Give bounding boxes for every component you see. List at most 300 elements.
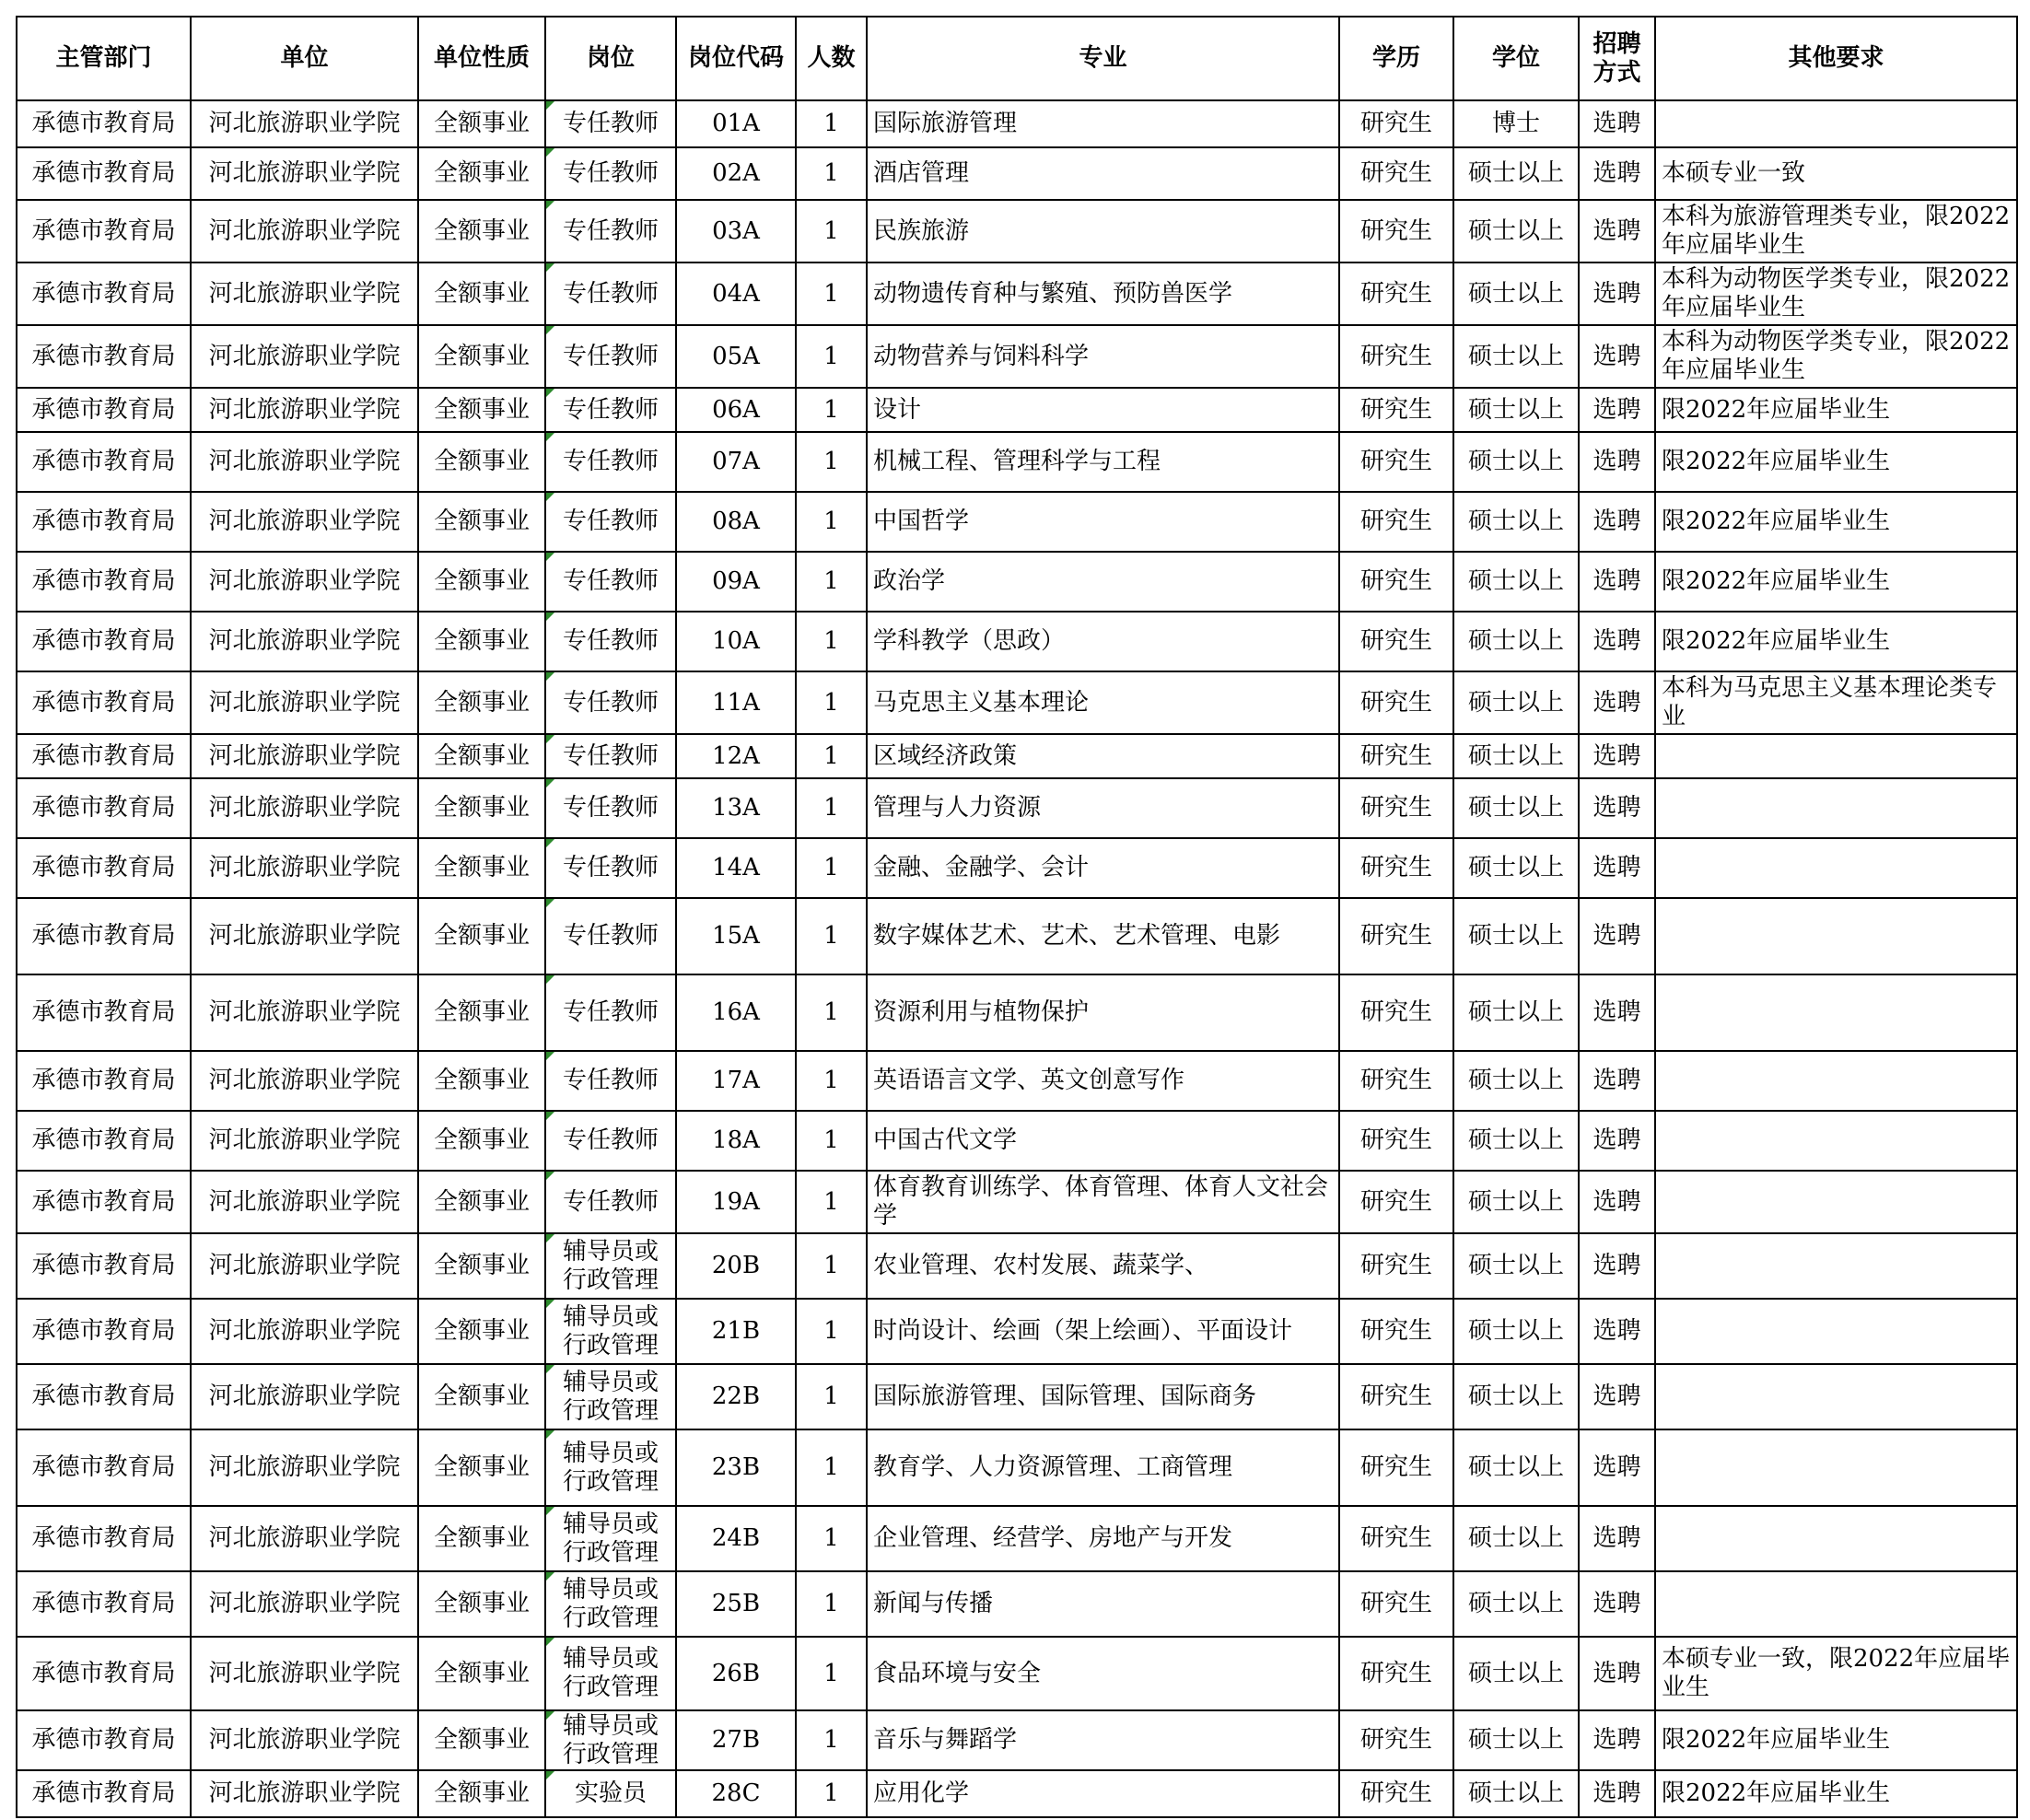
table-cell: 选聘 [1579, 898, 1655, 974]
table-cell: 承德市教育局 [17, 200, 191, 262]
table-cell: 专任教师 [545, 100, 676, 147]
table-cell: 承德市教育局 [17, 492, 191, 552]
table-cell: 承德市教育局 [17, 1710, 191, 1770]
header-cell: 学位 [1453, 17, 1579, 100]
table-cell: 专任教师 [545, 200, 676, 262]
table-cell: 研究生 [1339, 1111, 1453, 1171]
table-cell: 本硕专业一致 [1655, 147, 2017, 200]
table-cell: 选聘 [1579, 1299, 1655, 1364]
table-cell: 1 [796, 147, 867, 200]
table-cell: 博士 [1453, 100, 1579, 147]
table-cell [1655, 838, 2017, 898]
table-cell [1655, 1364, 2017, 1429]
table-cell: 辅导员或行政管理 [545, 1571, 676, 1637]
table-cell: 研究生 [1339, 552, 1453, 612]
table-row [17, 1710, 2017, 1770]
table-cell: 研究生 [1339, 1171, 1453, 1233]
table-cell: 辅导员或行政管理 [545, 1364, 676, 1429]
table-cell: 研究生 [1339, 1051, 1453, 1111]
table-cell: 专任教师 [545, 388, 676, 432]
table-cell [1655, 1233, 2017, 1299]
table-cell: 选聘 [1579, 1429, 1655, 1506]
table-cell: 全额事业 [418, 1233, 545, 1299]
table-cell: 专任教师 [545, 432, 676, 492]
table-cell [1655, 1051, 2017, 1111]
table-cell: 承德市教育局 [17, 734, 191, 778]
table-cell: 硕士以上 [1453, 1233, 1579, 1299]
table-cell: 辅导员或行政管理 [545, 1233, 676, 1299]
table-cell: 硕士以上 [1453, 838, 1579, 898]
table-cell: 选聘 [1579, 1770, 1655, 1817]
table-cell: 研究生 [1339, 1429, 1453, 1506]
table-cell: 承德市教育局 [17, 1171, 191, 1233]
table-cell: 河北旅游职业学院 [191, 1233, 418, 1299]
table-cell: 25B [676, 1571, 796, 1637]
table-cell: 1 [796, 100, 867, 147]
table-cell: 河北旅游职业学院 [191, 388, 418, 432]
table-cell: 河北旅游职业学院 [191, 1770, 418, 1817]
table-cell: 硕士以上 [1453, 974, 1579, 1051]
table-cell: 研究生 [1339, 432, 1453, 492]
table-cell [1655, 1299, 2017, 1364]
table-cell: 1 [796, 388, 867, 432]
table-cell: 河北旅游职业学院 [191, 432, 418, 492]
table-cell: 选聘 [1579, 388, 1655, 432]
table-row [17, 147, 2017, 200]
table-cell: 全额事业 [418, 388, 545, 432]
table-cell: 承德市教育局 [17, 262, 191, 325]
header-cell: 单位 [191, 17, 418, 100]
table-cell: 专任教师 [545, 1051, 676, 1111]
header-cell: 岗位 [545, 17, 676, 100]
table-row [17, 1571, 2017, 1637]
table-cell: 专任教师 [545, 1171, 676, 1233]
table-cell: 硕士以上 [1453, 1299, 1579, 1364]
table-row [17, 1171, 2017, 1233]
table-cell: 本硕专业一致，限2022年应届毕业生 [1655, 1637, 2017, 1710]
table-cell: 1 [796, 552, 867, 612]
table-cell: 研究生 [1339, 100, 1453, 147]
table-cell: 承德市教育局 [17, 974, 191, 1051]
header-cell: 其他要求 [1655, 17, 2017, 100]
table-cell: 全额事业 [418, 778, 545, 838]
table-cell: 农业管理、农村发展、蔬菜学、 [867, 1233, 1339, 1299]
table-cell: 选聘 [1579, 1506, 1655, 1571]
table-cell: 硕士以上 [1453, 492, 1579, 552]
table-cell: 硕士以上 [1453, 1637, 1579, 1710]
table-cell: 全额事业 [418, 1637, 545, 1710]
header-cell: 主管部门 [17, 17, 191, 100]
table-cell: 河北旅游职业学院 [191, 262, 418, 325]
table-cell: 河北旅游职业学院 [191, 552, 418, 612]
table-cell: 专任教师 [545, 262, 676, 325]
table-cell: 马克思主义基本理论 [867, 671, 1339, 734]
table-cell: 全额事业 [418, 612, 545, 671]
table-cell: 选聘 [1579, 778, 1655, 838]
table-cell: 全额事业 [418, 552, 545, 612]
table-cell: 河北旅游职业学院 [191, 612, 418, 671]
table-cell: 1 [796, 1111, 867, 1171]
table-cell: 承德市教育局 [17, 898, 191, 974]
table-cell: 28C [676, 1770, 796, 1817]
table-cell: 动物遗传育种与繁殖、预防兽医学 [867, 262, 1339, 325]
table-cell: 食品环境与安全 [867, 1637, 1339, 1710]
table-cell: 硕士以上 [1453, 734, 1579, 778]
table-cell: 新闻与传播 [867, 1571, 1339, 1637]
table-cell: 选聘 [1579, 1233, 1655, 1299]
table-cell: 河北旅游职业学院 [191, 325, 418, 388]
table-row [17, 1051, 2017, 1111]
table-cell: 河北旅游职业学院 [191, 1506, 418, 1571]
table-cell [1655, 1171, 2017, 1233]
table-cell: 河北旅游职业学院 [191, 1429, 418, 1506]
table-cell: 选聘 [1579, 1571, 1655, 1637]
table-cell: 研究生 [1339, 974, 1453, 1051]
table-cell: 硕士以上 [1453, 778, 1579, 838]
table-cell: 专任教师 [545, 552, 676, 612]
table-cell: 选聘 [1579, 1051, 1655, 1111]
table-cell: 酒店管理 [867, 147, 1339, 200]
table-cell: 全额事业 [418, 100, 545, 147]
table-cell: 1 [796, 1710, 867, 1770]
table-cell: 承德市教育局 [17, 1364, 191, 1429]
table-cell: 研究生 [1339, 838, 1453, 898]
table-cell: 1 [796, 200, 867, 262]
table-cell: 1 [796, 1429, 867, 1506]
table-cell: 1 [796, 262, 867, 325]
table-body [17, 100, 2017, 1817]
table-cell: 全额事业 [418, 200, 545, 262]
table-cell: 02A [676, 147, 796, 200]
table-cell: 专任教师 [545, 612, 676, 671]
table-cell: 承德市教育局 [17, 325, 191, 388]
table-cell: 研究生 [1339, 612, 1453, 671]
table-cell: 硕士以上 [1453, 1571, 1579, 1637]
table-cell: 研究生 [1339, 1637, 1453, 1710]
table-cell: 全额事业 [418, 147, 545, 200]
table-cell: 河北旅游职业学院 [191, 147, 418, 200]
table-cell: 承德市教育局 [17, 1571, 191, 1637]
table-cell: 1 [796, 1364, 867, 1429]
table-row [17, 1770, 2017, 1817]
table-cell: 本科为旅游管理类专业，限2022年应届毕业生 [1655, 200, 2017, 262]
table-cell: 09A [676, 552, 796, 612]
table-row [17, 778, 2017, 838]
table-cell: 研究生 [1339, 1299, 1453, 1364]
table-cell: 研究生 [1339, 1770, 1453, 1817]
table-cell: 专任教师 [545, 898, 676, 974]
table-cell: 承德市教育局 [17, 1770, 191, 1817]
header-cell: 专业 [867, 17, 1339, 100]
table-cell: 06A [676, 388, 796, 432]
table-cell: 全额事业 [418, 974, 545, 1051]
table-cell: 河北旅游职业学院 [191, 100, 418, 147]
table-cell: 1 [796, 671, 867, 734]
table-cell: 全额事业 [418, 1051, 545, 1111]
table-cell [1655, 1429, 2017, 1506]
table-cell: 01A [676, 100, 796, 147]
table-cell: 1 [796, 1506, 867, 1571]
table-cell: 硕士以上 [1453, 147, 1579, 200]
table-cell: 学科教学（思政） [867, 612, 1339, 671]
table-cell: 全额事业 [418, 1710, 545, 1770]
table-row [17, 388, 2017, 432]
table-cell: 选聘 [1579, 325, 1655, 388]
table-cell: 08A [676, 492, 796, 552]
table-cell: 1 [796, 898, 867, 974]
table-cell: 研究生 [1339, 1710, 1453, 1770]
table-row [17, 1111, 2017, 1171]
table-cell: 选聘 [1579, 552, 1655, 612]
table-cell: 13A [676, 778, 796, 838]
table-cell: 硕士以上 [1453, 1506, 1579, 1571]
table-cell: 河北旅游职业学院 [191, 1571, 418, 1637]
table-cell [1655, 100, 2017, 147]
table-cell: 中国古代文学 [867, 1111, 1339, 1171]
table-row [17, 974, 2017, 1051]
table-cell: 全额事业 [418, 734, 545, 778]
table-cell: 本科为动物医学类专业，限2022年应届毕业生 [1655, 325, 2017, 388]
table-cell: 河北旅游职业学院 [191, 1171, 418, 1233]
table-cell: 研究生 [1339, 200, 1453, 262]
table-cell: 硕士以上 [1453, 671, 1579, 734]
table-cell: 1 [796, 1233, 867, 1299]
table-cell: 20B [676, 1233, 796, 1299]
table-row [17, 734, 2017, 778]
table-cell: 选聘 [1579, 612, 1655, 671]
table-cell: 研究生 [1339, 147, 1453, 200]
header-cell: 人数 [796, 17, 867, 100]
table-cell: 硕士以上 [1453, 432, 1579, 492]
table-cell: 26B [676, 1637, 796, 1710]
table-cell: 全额事业 [418, 1111, 545, 1171]
table-cell: 河北旅游职业学院 [191, 778, 418, 838]
table-cell: 限2022年应届毕业生 [1655, 432, 2017, 492]
table-cell: 全额事业 [418, 671, 545, 734]
table-cell: 专任教师 [545, 838, 676, 898]
table-cell: 1 [796, 1299, 867, 1364]
table-cell: 专任教师 [545, 1111, 676, 1171]
table-cell: 限2022年应届毕业生 [1655, 1710, 2017, 1770]
table-cell: 23B [676, 1429, 796, 1506]
table-cell: 承德市教育局 [17, 1506, 191, 1571]
table-cell: 河北旅游职业学院 [191, 1710, 418, 1770]
table-cell: 全额事业 [418, 1770, 545, 1817]
table-cell: 资源利用与植物保护 [867, 974, 1339, 1051]
table-cell: 选聘 [1579, 838, 1655, 898]
table-cell: 民族旅游 [867, 200, 1339, 262]
table-cell: 选聘 [1579, 1364, 1655, 1429]
table-cell: 国际旅游管理 [867, 100, 1339, 147]
table-cell: 研究生 [1339, 325, 1453, 388]
table-cell: 硕士以上 [1453, 262, 1579, 325]
table-row [17, 1506, 2017, 1571]
table-cell: 限2022年应届毕业生 [1655, 1770, 2017, 1817]
table-cell: 河北旅游职业学院 [191, 974, 418, 1051]
table-cell: 时尚设计、绘画（架上绘画）、平面设计 [867, 1299, 1339, 1364]
table-cell: 全额事业 [418, 1429, 545, 1506]
table-row [17, 1233, 2017, 1299]
table-row [17, 1637, 2017, 1710]
table-cell: 专任教师 [545, 147, 676, 200]
header-cell: 岗位代码 [676, 17, 796, 100]
table-cell: 研究生 [1339, 898, 1453, 974]
table-cell: 19A [676, 1171, 796, 1233]
table-cell: 辅导员或行政管理 [545, 1637, 676, 1710]
table-cell: 选聘 [1579, 100, 1655, 147]
table-cell: 研究生 [1339, 1364, 1453, 1429]
table-cell: 辅导员或行政管理 [545, 1429, 676, 1506]
header-row [17, 17, 2017, 100]
header-cell: 招聘方式 [1579, 17, 1655, 100]
table-cell: 专任教师 [545, 974, 676, 1051]
table-cell: 21B [676, 1299, 796, 1364]
table-cell: 硕士以上 [1453, 1429, 1579, 1506]
table-cell: 11A [676, 671, 796, 734]
table-cell: 限2022年应届毕业生 [1655, 552, 2017, 612]
table-cell: 1 [796, 1051, 867, 1111]
table-cell: 研究生 [1339, 492, 1453, 552]
table-cell: 16A [676, 974, 796, 1051]
table-cell: 河北旅游职业学院 [191, 898, 418, 974]
table-cell: 河北旅游职业学院 [191, 734, 418, 778]
table-cell: 专任教师 [545, 325, 676, 388]
table-cell: 全额事业 [418, 1571, 545, 1637]
table-cell: 本科为马克思主义基本理论类专业 [1655, 671, 2017, 734]
table-cell: 15A [676, 898, 796, 974]
table-row [17, 838, 2017, 898]
table-cell: 数字媒体艺术、艺术、艺术管理、电影 [867, 898, 1339, 974]
table-cell: 设计 [867, 388, 1339, 432]
table-cell: 选聘 [1579, 200, 1655, 262]
table-cell: 全额事业 [418, 1506, 545, 1571]
table-cell: 管理与人力资源 [867, 778, 1339, 838]
table-row [17, 492, 2017, 552]
table-cell: 选聘 [1579, 432, 1655, 492]
table-cell: 选聘 [1579, 1710, 1655, 1770]
table-cell: 承德市教育局 [17, 838, 191, 898]
table-row [17, 612, 2017, 671]
table-cell: 1 [796, 778, 867, 838]
table-cell [1655, 1571, 2017, 1637]
table-cell: 全额事业 [418, 432, 545, 492]
table-cell: 选聘 [1579, 734, 1655, 778]
table-cell: 河北旅游职业学院 [191, 1637, 418, 1710]
table-cell: 1 [796, 838, 867, 898]
table-cell: 硕士以上 [1453, 388, 1579, 432]
table-cell [1655, 734, 2017, 778]
table-cell: 中国哲学 [867, 492, 1339, 552]
table-cell: 河北旅游职业学院 [191, 200, 418, 262]
table-row [17, 552, 2017, 612]
table-cell: 全额事业 [418, 325, 545, 388]
table-cell: 研究生 [1339, 1506, 1453, 1571]
table-cell: 限2022年应届毕业生 [1655, 492, 2017, 552]
table-row [17, 1429, 2017, 1506]
table-cell: 专任教师 [545, 671, 676, 734]
table-cell: 研究生 [1339, 262, 1453, 325]
table-cell: 研究生 [1339, 388, 1453, 432]
table-cell [1655, 1506, 2017, 1571]
table-cell: 全额事业 [418, 262, 545, 325]
table-cell [1655, 898, 2017, 974]
table-cell: 本科为动物医学类专业，限2022年应届毕业生 [1655, 262, 2017, 325]
table-cell: 专任教师 [545, 734, 676, 778]
table-cell: 全额事业 [418, 1299, 545, 1364]
table-cell [1655, 1111, 2017, 1171]
table-cell: 1 [796, 1171, 867, 1233]
table-cell: 限2022年应届毕业生 [1655, 388, 2017, 432]
table-cell: 承德市教育局 [17, 1299, 191, 1364]
table-cell: 选聘 [1579, 492, 1655, 552]
table-cell: 金融、金融学、会计 [867, 838, 1339, 898]
table-cell: 全额事业 [418, 838, 545, 898]
table-cell: 机械工程、管理科学与工程 [867, 432, 1339, 492]
table-cell: 企业管理、经营学、房地产与开发 [867, 1506, 1339, 1571]
table-cell: 硕士以上 [1453, 1111, 1579, 1171]
table-cell: 应用化学 [867, 1770, 1339, 1817]
table-cell: 河北旅游职业学院 [191, 492, 418, 552]
table-cell: 限2022年应届毕业生 [1655, 612, 2017, 671]
table-cell: 研究生 [1339, 778, 1453, 838]
table-cell: 英语语言文学、英文创意写作 [867, 1051, 1339, 1111]
table-row [17, 100, 2017, 147]
table-cell: 硕士以上 [1453, 612, 1579, 671]
table-cell: 硕士以上 [1453, 898, 1579, 974]
table-cell: 27B [676, 1710, 796, 1770]
table-cell: 研究生 [1339, 671, 1453, 734]
table-cell: 04A [676, 262, 796, 325]
table-cell: 承德市教育局 [17, 552, 191, 612]
table-cell: 选聘 [1579, 262, 1655, 325]
table-cell: 承德市教育局 [17, 1429, 191, 1506]
table-cell: 选聘 [1579, 1111, 1655, 1171]
table-row [17, 325, 2017, 388]
table-cell: 承德市教育局 [17, 147, 191, 200]
table-cell: 实验员 [545, 1770, 676, 1817]
table-cell: 05A [676, 325, 796, 388]
table-cell: 1 [796, 325, 867, 388]
table-cell: 07A [676, 432, 796, 492]
recruitment-table [16, 16, 2018, 1818]
table-cell: 1 [796, 1770, 867, 1817]
table-cell: 承德市教育局 [17, 1051, 191, 1111]
table-cell: 研究生 [1339, 1233, 1453, 1299]
table-cell: 政治学 [867, 552, 1339, 612]
table-cell: 承德市教育局 [17, 612, 191, 671]
table-cell: 研究生 [1339, 734, 1453, 778]
table-cell: 03A [676, 200, 796, 262]
table-cell: 辅导员或行政管理 [545, 1710, 676, 1770]
table-cell: 18A [676, 1111, 796, 1171]
table-cell: 1 [796, 1571, 867, 1637]
table-cell: 全额事业 [418, 898, 545, 974]
table-cell: 全额事业 [418, 1171, 545, 1233]
table-cell: 1 [796, 1637, 867, 1710]
table-row [17, 200, 2017, 262]
table-cell: 硕士以上 [1453, 1364, 1579, 1429]
table-cell: 选聘 [1579, 1171, 1655, 1233]
table-cell: 1 [796, 734, 867, 778]
table-cell: 全额事业 [418, 492, 545, 552]
table-cell: 12A [676, 734, 796, 778]
table-cell: 承德市教育局 [17, 432, 191, 492]
header-cell: 学历 [1339, 17, 1453, 100]
table-cell: 辅导员或行政管理 [545, 1299, 676, 1364]
table-row [17, 1299, 2017, 1364]
table-cell: 硕士以上 [1453, 1171, 1579, 1233]
table-row [17, 898, 2017, 974]
